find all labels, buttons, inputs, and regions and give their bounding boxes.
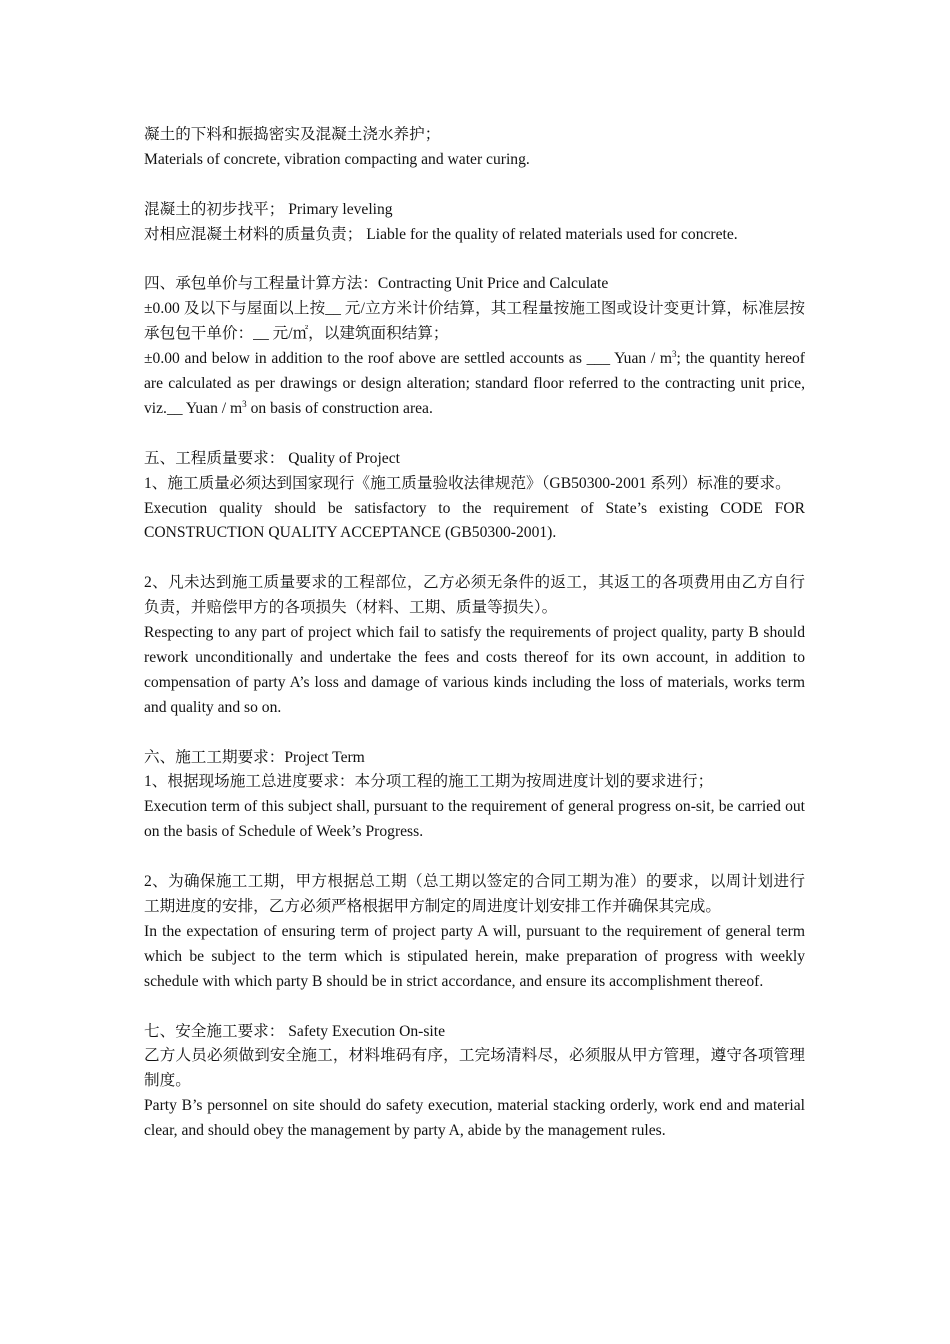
paragraph: 混凝土的初步找平； Primary leveling (144, 200, 393, 218)
superscript: 3 (672, 348, 677, 359)
paragraph: In the expectation of ensuring term of project party A will, pursuant to the requirement of general term which be subject to the term which is stipulated herein, make preparation of progress with weekly schedule with which party B should be in strict accordance, and ensure its accomplishment thereof. (144, 922, 805, 990)
paragraph: 2、凡未达到施工质量要求的工程部位，乙方必须无条件的返工，其返工的各项费用由乙方自行负责，并赔偿甲方的各项损失（材料、工期、质量等损失）。 (144, 574, 805, 617)
paragraph: Respecting to any part of project which fail to satisfy the requirements of project quality, party B should rework unconditionally and undertake the fees and costs thereof for its own account, in addition to compensation of party A’s loss and damage of various kinds including the loss of materials, works term and quality and so on. (144, 624, 805, 716)
section-heading: 四、承包单价与工程量计算方法：Contracting Unit Price and Calculate (144, 275, 609, 293)
paragraph: 对相应混凝土材料的质量负责； Liable for the quality of related materials used for concrete. (144, 225, 738, 243)
paragraph: ±0.00 及以下与屋面以上按__ 元/立方米计价结算，其工程量按施工图或设计变更计算，标准层按承包包干单价：__ 元/㎡，以建筑面积结算； (144, 300, 805, 343)
blank-line (144, 995, 805, 1020)
paragraph: 凝土的下料和振捣密实及混凝土浇水养护； (144, 126, 441, 143)
section-heading: 七、安全施工要求： Safety Execution On-site (144, 1022, 446, 1040)
text-run: ; the quantity hereof are calculated as per drawings or design alteration; standard floor referred to the contracting unit price, viz.__ Yuan / m (144, 350, 805, 417)
paragraph: Execution quality should be satisfactory to the requirement of State’s existing CODE FOR CONSTRUCTION QUALITY ACCEPTANCE (GB50300-2001). (144, 499, 805, 542)
paragraph: Materials of concrete, vibration compacting and water curing. (144, 150, 530, 168)
paragraph: 2、为确保施工工期，甲方根据总工期（总工期以签定的合同工期为准）的要求，以周计划进行工期进度的安排，乙方必须严格根据甲方制定的周进度计划安排工作并确保其完成。 (144, 873, 805, 915)
paragraph (144, 347, 805, 422)
blank-line (144, 845, 805, 870)
paragraph: 1、施工质量必须达到国家现行《施工质量验收法律规范》（GB50300-2001 系列）标准的要求。 (144, 474, 791, 492)
blank-line (144, 422, 805, 447)
superscript: 3 (242, 398, 247, 409)
paragraph: Execution term of this subject shall, pursuant to the requirement of general progress on-sit, be carried out on the basis of Schedule of Week’s Progress. (144, 798, 805, 841)
document-body (144, 123, 805, 1144)
text-run: ±0.00 and below in addition to the roof above are settled accounts as ___ Yuan / m (144, 350, 673, 368)
section-heading: 五、工程质量要求： Quality of Project (144, 449, 400, 467)
text-run: on basis of construction area. (246, 399, 433, 417)
paragraph: 乙方人员必须做到安全施工，材料堆码有序，工完场清料尽，必须服从甲方管理，遵守各项管理制度。 (144, 1047, 805, 1090)
paragraph: Party B’s personnel on site should do safety execution, material stacking orderly, work end and material clear, and should obey the management by party A, abide by the management rules. (144, 1097, 805, 1140)
blank-line (144, 173, 805, 198)
blank-line (144, 248, 805, 273)
blank-line (144, 721, 805, 746)
paragraph: 1、根据现场施工总进度要求：本分项工程的施工工期为按周进度计划的要求进行； (144, 773, 714, 791)
section-heading: 六、施工工期要求：Project Term (144, 748, 365, 766)
blank-line (144, 546, 805, 571)
